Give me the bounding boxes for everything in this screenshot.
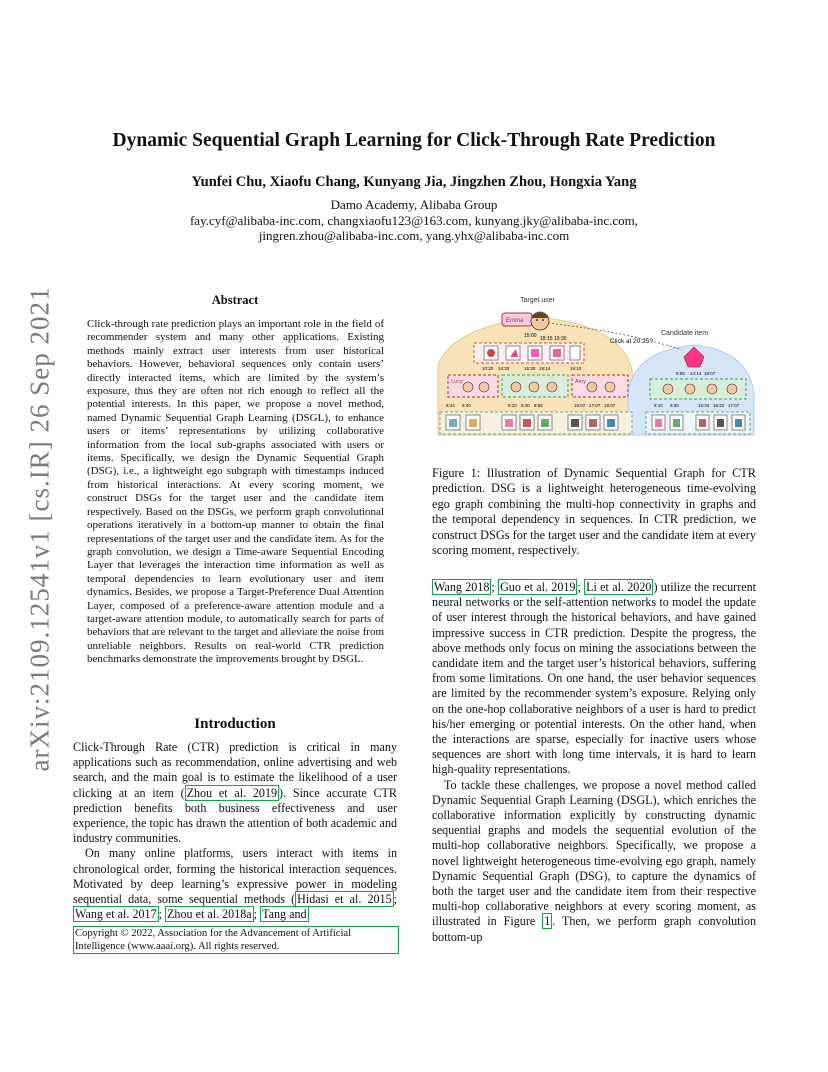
t-mid-5: 19:10: [570, 366, 582, 371]
item-row-bottom-left-items: [446, 415, 618, 430]
t-cand-b5: 17:07: [728, 403, 740, 408]
t-bot-4: 8:30: [521, 403, 530, 408]
figure-1-caption: Figure 1: Illustration of Dynamic Sequential Graph for CTR prediction. DSG is a lightweight heterogeneous time-evolving ego graph combining the multi-hop connectivity in graphs and the temporal dependency in sequences. In CTR prediction, we construct DSGs for the target user and the candidate item at every scoring moment, respectively.: [432, 466, 756, 558]
t-cand-2: 14:14: [690, 371, 702, 376]
t-top-1: 15:00: [524, 333, 537, 339]
t-cand-1: 8:55: [676, 371, 685, 376]
t-top-2: 18:15: [540, 336, 553, 342]
t-bot-6: 16:07: [574, 403, 586, 408]
t-top-3: 19:30: [554, 336, 567, 342]
t-cand-b1: 8:10: [654, 403, 663, 408]
citation-link[interactable]: Zhou et al. 2018a: [167, 907, 252, 922]
citation-link[interactable]: Zhou et al. 2019: [186, 785, 278, 800]
citation-link[interactable]: Hidasi et al. 2015: [297, 892, 392, 907]
figure-ref-link[interactable]: 1: [544, 914, 551, 929]
right-p1-text: utilize the recurrent neural networks or the self-attention networks to model the update of user interest through the historical behaviors, and have gained impressive success in CTR prediction. Despite the progress, the above methods only focus on mining the associations between the candidate item and the target user’s historical behaviors, suffering from some limitations. On one hand, the user behavior sequences are limited by the recommender system’s exposure. Relying only on the one-hop collaborative neighbors of a user is hard to predict his/her emerging or potential interests. On the other hand, when the interactions are sparse, especially for inactive users whose sequences are short with long time intervals, it is hard to learn high-quality representations.: [432, 580, 757, 777]
emails-line-1: fay.cyf@alibaba-inc.com, changxiaofu123@163.com, kunyang.jky@alibaba-inc.com,: [189, 212, 639, 228]
citation-link[interactable]: Li et al. 2020: [586, 580, 652, 594]
arxiv-stamp: [10, 286, 70, 772]
citation-link[interactable]: Wang 2018: [434, 580, 490, 594]
t-mid-2: 14:33: [498, 366, 510, 371]
right-p2-text-b: . Then, we perform graph convolution bottom-up: [432, 914, 756, 944]
intro-paragraph-2: On many online platforms, users interact with items in chronological order, forming the historical interaction sequences. Motivated by deep learning’s expressive power in modeling sequential data, some sequential methods ( Hidasi et al. 2015 ; Wang et al. 2017 ; Zhou et al. 2018a ; Tang and: [73, 846, 398, 922]
emails-line-2: jingren.zhou@alibaba-inc.com, yang.yhx@alibaba-inc.com: [258, 228, 570, 244]
t-mid-4: 19:14: [539, 366, 551, 371]
user-row: [448, 375, 628, 397]
t-bot-3: 8:10: [508, 403, 517, 408]
t-cand-b3: 15:34: [698, 403, 710, 408]
figure-1: [432, 295, 758, 437]
figure-1-graphic: [432, 295, 758, 437]
paper-authors: Yunfei Chu, Xiaofu Chang, Kunyang Jia, Jingzhen Zhou, Hongxia Yang: [191, 174, 637, 190]
t-bot-5: 8:55: [534, 403, 543, 408]
candidate-item-label: Candidate item: [661, 330, 709, 337]
intro-p1-text-a: Click-Through Rate (CTR) prediction is critical in many applications such as recommendation, online advertising and web search, and the main goal is to estimate the likelihood of a user clicking at an item (: [73, 740, 397, 800]
user-lucy-label: Lucy: [451, 379, 463, 385]
t-cand-b2: 9:30: [670, 403, 679, 408]
citation-link[interactable]: Guo et al. 2019: [500, 580, 576, 594]
t-bot-8: 18:07: [604, 403, 616, 408]
affiliation: Damo Academy, Alibaba Group: [330, 197, 498, 212]
user-amy-label: Amy: [575, 379, 586, 385]
t-bot-7: 17:07: [589, 403, 601, 408]
t-mid-1: 10:20: [482, 366, 494, 371]
right-paragraph-1: Wang 2018 ; Guo et al. 2019 ; Li et al. 2020 ) utilize the recurrent neural networks or the self-attention networks to model the update of user interest through the historical behaviors, and have gained impressive success in CTR prediction. Despite the progress, the above methods only focus on mining the associations between the candidate item and the target user’s historical behaviors, suffering from some limitations. On one hand, the user behavior sequences are limited by the recommender system’s exposure. Relying only on the one-hop collaborative neighbors of a user is hard to predict his/her emerging or potential interests. On the other hand, when the interactions are sparse, especially for inactive users whose sequences are short with long time intervals, it is hard to learn high-quality representations.: [432, 580, 757, 777]
t-mid-3: 15:30: [524, 366, 536, 371]
affiliation-block: [0, 197, 828, 244]
click-label: Click at 20:25?: [610, 338, 653, 345]
intro-paragraph-1: [73, 740, 397, 846]
user-emma-label: Emma: [506, 318, 524, 324]
intro-p1-text-b: ). Since accurate CTR prediction benefits both business effectiveness and user experience, the topic has drawn the attention of both academic and industry communities.: [73, 785, 397, 846]
paper-title: Dynamic Sequential Graph Learning for Click-Through Rate Prediction: [112, 130, 716, 151]
t-cand-3: 18:07: [704, 371, 716, 376]
abstract-heading: Abstract: [211, 293, 259, 307]
t-cand-b4: 16:22: [713, 403, 725, 408]
right-p2-text-a: To tackle these challenges, we propose a novel method called Dynamic Sequential Graph Learning (DSGL), which enriches the collaborative information explicitly by constructing dynamic sequential graphs and models the sequential evolution of the multi-hop collaborative neighbors. Specifically, we propose a novel lightweight heterogeneous time-evolving ego graph, namely Dynamic Sequential Graph (DSG), to capture the dynamics of both the target user and the candidate item from their respective multi-hop collaborative neighbors at every scoring moment, as illustrated in Figure: [432, 777, 756, 929]
right-paragraph-2: [432, 778, 756, 945]
t-bot-2: 9:40: [462, 403, 471, 408]
citation-link[interactable]: Wang et al. 2017: [75, 907, 157, 922]
arxiv-stamp-text: arXiv:2109.12541v1 [cs.IR] 26 Sep 2021: [24, 286, 55, 772]
abstract-text: Click-through rate prediction plays an important role in the field of recommender system and many other applications. Existing methods mainly extract user interests from user historical behaviors. However, behavioral sequences only contain users’ directly interacted items, which are limited by the system’s exposure, thus they are often not rich enough to reflect all the potential interests. In this paper, we propose a novel method, named Dynamic Sequential Graph Learning (DSGL), to enhance users or items’ representations by utilizing collaborative information from the local sub-graphs associated with users or items. Specifically, we design the Dynamic Sequential Graph (DSG), i.e., a lightweight ego subgraph with timestamps induced from historical interactions. At every scoring moment, we construct DSGs for the target user and the candidate item respectively. Based on the DSGs, we perform graph convolutional operations iteratively in a bottom-up manner to obtain the final representations of the target user and the candidate item. As for the graph convolution, we design a Time-aware Sequential Encoding Layer that leverages the interaction time information as well as temporal dependencies to learn evolutionary user and item dynamics. Besides, we propose a Target-Preference Dual Attention Layer, composed of a preference-aware attention module and a target-aware attention module, to automatically search for parts of behaviors that are relevant to the target and alleviate the noise from unreliable neighbors. Results on real-world CTR prediction benchmarks demonstrate the improvements brought by DSGL.: [87, 318, 384, 666]
target-user-label: Target user: [520, 297, 556, 304]
citation-link[interactable]: Tang and: [262, 907, 307, 922]
introduction-heading: Introduction: [194, 716, 276, 732]
introduction-body: [73, 740, 397, 922]
copyright-notice[interactable]: Copyright © 2022, Association for the Advancement of Artificial Intelligence (www.aaai.org). All rights reserved.: [73, 926, 399, 954]
right-column-body: [432, 580, 756, 945]
t-bot-1: 8:44: [446, 403, 455, 408]
intro-p2-text-a: On many online platforms, users interact with items in chronological order, forming the historical interaction sequences. Motivated by deep learning’s expressive power in modeling sequential data, some sequential methods (: [73, 846, 397, 907]
